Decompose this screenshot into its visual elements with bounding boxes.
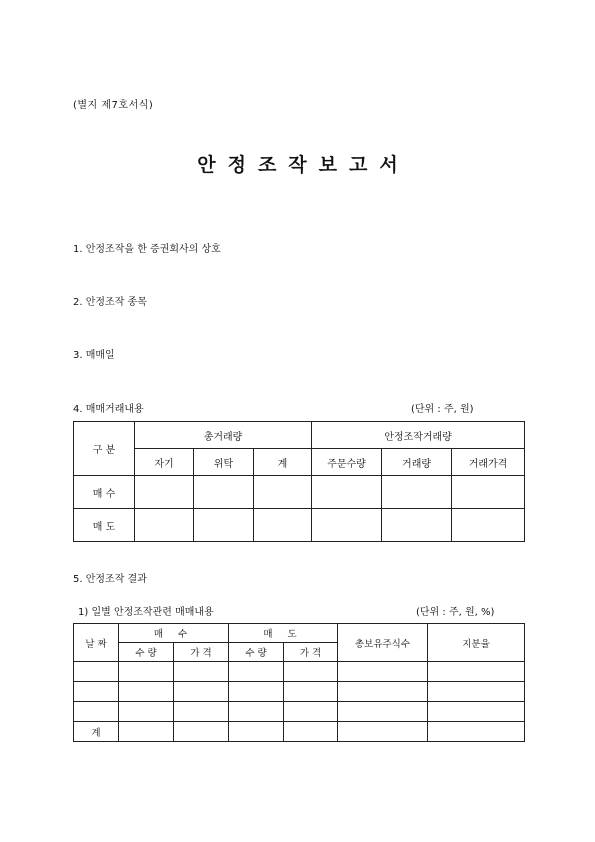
section-4-unit: (단위 : 주, 원) — [411, 404, 474, 415]
subheader-order-qty: 주문수량 — [312, 449, 382, 476]
table-cell[interactable] — [194, 476, 254, 509]
section-5-1-daily-trades: 1) 일별 안정조작관련 매매내용 — [78, 607, 214, 618]
sell-header: 매 도 — [229, 624, 338, 643]
table-cell[interactable] — [284, 702, 338, 722]
table-cell[interactable] — [74, 682, 119, 702]
table-cell[interactable] — [119, 682, 174, 702]
table-cell[interactable] — [338, 662, 428, 682]
table-cell[interactable] — [338, 702, 428, 722]
table-cell[interactable] — [135, 509, 194, 542]
table-cell[interactable] — [254, 509, 312, 542]
row-label-buy: 매 수 — [74, 476, 135, 509]
table-cell[interactable] — [284, 662, 338, 682]
section-5-result: 5. 안정조작 결과 — [73, 574, 147, 585]
subheader-sum: 계 — [254, 449, 312, 476]
table-row — [74, 476, 525, 509]
daily-trades-table — [73, 623, 525, 742]
section-2-stock-item: 2. 안정조작 종목 — [73, 297, 147, 308]
table-cell[interactable] — [74, 662, 119, 682]
category-header: 구 분 — [74, 422, 135, 476]
table-cell[interactable] — [312, 476, 382, 509]
sell-price-header: 가 격 — [284, 643, 338, 662]
subheader-consigned: 위탁 — [194, 449, 254, 476]
table-cell[interactable] — [229, 682, 284, 702]
total-volume-header: 총거래량 — [135, 422, 312, 449]
table-row — [74, 682, 525, 702]
table-cell[interactable] — [174, 662, 229, 682]
table-cell[interactable] — [428, 722, 525, 742]
date-header: 날 짜 — [74, 624, 119, 662]
table-cell[interactable] — [452, 476, 525, 509]
table-cell[interactable] — [452, 509, 525, 542]
form-number: (별지 제7호서식) — [73, 100, 154, 111]
table-cell[interactable] — [284, 682, 338, 702]
table-cell[interactable] — [229, 722, 284, 742]
table-cell[interactable] — [428, 682, 525, 702]
table-row — [74, 509, 525, 542]
table-cell[interactable] — [338, 722, 428, 742]
table-cell[interactable] — [119, 722, 174, 742]
trade-details-table — [73, 421, 525, 542]
section-4-trade-details: 4. 매매거래내용 — [73, 404, 144, 415]
buy-header: 매 수 — [119, 624, 229, 643]
table-row — [74, 662, 525, 682]
ownership-ratio-header: 지분율 — [428, 624, 525, 662]
page-title: 안정조작보고서 — [197, 154, 410, 176]
section-1-company-name: 1. 안정조작을 한 증권회사의 상호 — [73, 244, 221, 255]
table-cell[interactable] — [229, 702, 284, 722]
table-cell[interactable] — [428, 702, 525, 722]
table-row — [74, 702, 525, 722]
total-label: 계 — [74, 722, 119, 742]
table-cell[interactable] — [174, 722, 229, 742]
table-cell[interactable] — [229, 662, 284, 682]
table-cell[interactable] — [119, 662, 174, 682]
section-5-1-unit: (단위 : 주, 원, %) — [416, 607, 495, 618]
table-cell[interactable] — [74, 702, 119, 722]
table-cell[interactable] — [428, 662, 525, 682]
table-cell[interactable] — [135, 476, 194, 509]
buy-price-header: 가 격 — [174, 643, 229, 662]
table-cell[interactable] — [119, 702, 174, 722]
total-holdings-header: 총보유주식수 — [338, 624, 428, 662]
table-cell[interactable] — [284, 722, 338, 742]
table-cell[interactable] — [382, 509, 452, 542]
table-cell[interactable] — [382, 476, 452, 509]
table-cell[interactable] — [194, 509, 254, 542]
subheader-own: 자기 — [135, 449, 194, 476]
table-cell[interactable] — [312, 509, 382, 542]
sell-qty-header: 수 량 — [229, 643, 284, 662]
table-cell[interactable] — [174, 682, 229, 702]
subheader-volume: 거래량 — [382, 449, 452, 476]
stabilization-volume-header: 안정조작거래량 — [312, 422, 525, 449]
buy-qty-header: 수 량 — [119, 643, 174, 662]
subheader-price: 거래가격 — [452, 449, 525, 476]
table-cell[interactable] — [338, 682, 428, 702]
table-row-total — [74, 722, 525, 742]
row-label-sell: 매 도 — [74, 509, 135, 542]
table-cell[interactable] — [254, 476, 312, 509]
table-cell[interactable] — [174, 702, 229, 722]
section-3-trade-date: 3. 매매일 — [73, 350, 115, 361]
